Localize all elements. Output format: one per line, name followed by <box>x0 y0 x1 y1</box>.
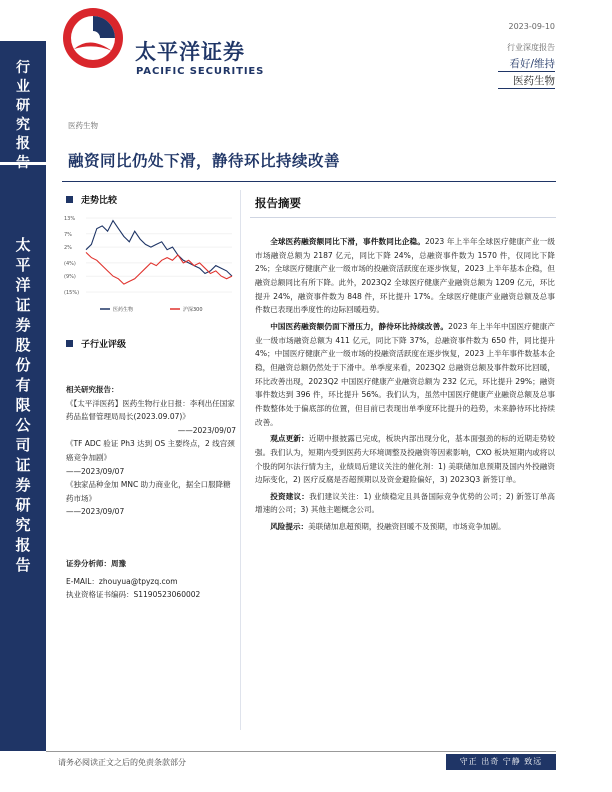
related-report-link[interactable]: 《TF ADC 验证 Ph3 达到 OS 主要终点，2 线宫颈癌竞争加剧》 <box>66 439 235 462</box>
paragraph-lead: 观点更新： <box>270 434 309 444</box>
sidebar-char: 行 <box>16 60 30 76</box>
sidebar-char: 平 <box>15 256 31 274</box>
header-divider <box>498 88 555 89</box>
sidebar-char: 告 <box>16 155 30 171</box>
paragraph <box>255 490 555 517</box>
header-divider <box>498 71 555 72</box>
sidebar-char: 洋 <box>15 276 31 294</box>
sub-rating-heading-text: 子行业评级 <box>81 340 127 350</box>
legend-label: 沪深300 <box>183 307 203 313</box>
related-reports <box>66 383 236 519</box>
paragraph-lead: 全球医药融资额同比下滑，事件数同比企稳。 <box>270 237 425 246</box>
analyst-name: 证券分析师：周豫 <box>66 559 126 568</box>
summary-divider <box>250 217 556 218</box>
sidebar-char: 司 <box>15 436 31 454</box>
paragraph-text: 近期中报披露已完成，板块内部出现分化，基本面强劲的标的近期走势较强。我们认为，短期内受到医药大环境调整及投融资等因素影响，CXO 板块短期内或将以个股的阿尔法行情为主，业绩局后建议关注的催化剂：1) 美联储加息预期及国内外投融资边际变化，2) 医疗反腐是否超预期以及资金避险偏好，3) 2023Q3 新签订单。 <box>255 434 556 485</box>
sidebar-report-type <box>0 59 46 173</box>
related-heading: 相关研究报告： <box>66 385 119 394</box>
sidebar-company-name <box>0 235 46 575</box>
paragraph-text: 美联储加息超预期，投融资回暖不及预期，市场竞争加剧。 <box>308 522 506 532</box>
legend-label: 医药生物 <box>113 307 134 313</box>
y-tick-label: 2% <box>64 245 72 252</box>
sidebar-top-block <box>0 41 46 171</box>
sidebar-char: 研 <box>16 98 30 114</box>
analyst-email[interactable]: E-MAIL：zhouyua@tpyzq.com <box>66 576 178 586</box>
sidebar-char: 证 <box>15 456 31 474</box>
paragraph <box>255 520 555 534</box>
paragraph <box>255 320 555 429</box>
sub-rating-heading <box>66 337 126 350</box>
series-line-1 <box>86 252 232 284</box>
page-title: 融资同比仍处下滑，静待环比持续改善 <box>68 151 341 170</box>
paragraph <box>255 235 555 317</box>
analyst-info <box>66 557 236 602</box>
paragraph <box>255 432 555 487</box>
y-tick-label: 13% <box>64 216 76 222</box>
y-tick-label: (15%) <box>64 290 80 296</box>
related-report-date: ——2023/09/07 <box>177 425 236 435</box>
sidebar-char: 究 <box>15 516 31 534</box>
trend-heading <box>66 193 117 206</box>
paragraph-text: 我们建议关注：1) 业绩稳定且具备国际竞争优势的公司；2) 新签订单高增速的公司；3) 其他主题概念公司。 <box>255 491 555 515</box>
left-sidebar <box>0 41 46 751</box>
column-separator <box>240 190 241 730</box>
related-report-link[interactable]: 《【太平洋医药】医药生物行业日报：李利出任国家药品监督管理局局长(2023.09.07)》 <box>66 398 235 422</box>
section-bullet-icon <box>66 196 73 203</box>
small-sector-label: 医药生物 <box>68 121 98 130</box>
footer-motto: 守正 出奇 宁静 致远 <box>446 754 556 770</box>
report-body <box>255 235 555 537</box>
related-report-date: ——2023/09/07 <box>66 466 125 476</box>
sector-label: 医药生物 <box>513 75 555 87</box>
title-divider <box>62 181 556 182</box>
report-date: 2023-09-10 <box>508 22 555 31</box>
series-line-0 <box>86 221 232 277</box>
sidebar-char: 券 <box>15 476 31 494</box>
analyst-certificate: 执业资格证书编码：S1190523060002 <box>66 590 201 600</box>
rating-badge: 看好/维持 <box>509 58 555 70</box>
sidebar-char: 研 <box>15 496 31 514</box>
brand-name-en: PACIFIC SECURITIES <box>136 66 265 77</box>
trend-heading-text: 走势比较 <box>81 196 118 206</box>
brand-name-cn: 太平洋证券 <box>135 40 245 64</box>
footer-disclaimer[interactable]: 请务必阅读正文之后的免责条款部分 <box>58 758 186 767</box>
paragraph-text: 2023 年上半年中国医疗健康产业一级市场融资总额为 411 亿元，同比下降 37%，总融资事件数为 650 件，同比提升 4%；中国医疗健康产业一级市场的投融资活跃度在逐步恢复，2023 上半年事件数基本企稳，但融资总额仍然处于下滑中。单季度来看，2023Q2 总融资总额及事件数环比回暖，环比改善出现，2023Q2 中国医疗健康产业融资总额为 232 亿元，环比提升 29%；融资事件数达到 396 件，环比提升 56%。我们认为，虽然中国医疗健康产业融资总额及总事件数整体处于偏底部的位置，但目前已表现出单季度环比提升的趋势，未来静待环比持续改善。 <box>255 321 555 427</box>
sidebar-char: 报 <box>16 136 30 152</box>
paragraph-text: 2023 年上半年全球医疗健康产业一级市场融资总额为 2187 亿元，同比下降 24%，总融资事件数为 1570 件，仅同比下降 2%；全球医疗健康产业一级市场的投融资活跃度在逐步恢复，2023 上半年基本企稳，但融资总额同比有所下降。此外，2023Q2 全球医疗健康产业融资总额为 1209 亿元，环比提升 24%，融资事件数为 848 件，环比提升 17%。全球医疗健康产业融资总额及总事件数已表现出季度性的边际回暖趋势。 <box>255 237 555 315</box>
sidebar-char: 限 <box>15 396 31 414</box>
sidebar-char: 太 <box>15 236 31 254</box>
report-type: 行业深度报告 <box>507 43 555 52</box>
sidebar-char: 公 <box>15 416 31 434</box>
section-bullet-icon <box>66 340 73 347</box>
related-report-date: ——2023/09/07 <box>66 507 125 517</box>
sidebar-char: 报 <box>15 536 31 554</box>
sidebar-char: 份 <box>15 356 31 374</box>
related-report-link[interactable]: 《独家品种金加 MNC 助力商业化，据全口服降糖药市场》 <box>66 480 231 503</box>
report-summary-heading: 报告摘要 <box>255 196 301 210</box>
footer-divider <box>46 751 556 752</box>
sidebar-char: 股 <box>15 336 31 354</box>
company-logo-icon <box>60 5 126 71</box>
paragraph-lead: 风险提示： <box>270 522 309 532</box>
sidebar-char: 告 <box>15 556 31 574</box>
sidebar-char: 业 <box>16 79 30 95</box>
trend-chart <box>62 208 238 318</box>
sidebar-char: 券 <box>15 316 31 334</box>
y-tick-label: (4%) <box>64 260 76 267</box>
y-tick-label: 7% <box>64 231 72 238</box>
sidebar-char: 有 <box>15 376 31 394</box>
paragraph-lead: 投资建议： <box>270 491 310 501</box>
sidebar-char: 证 <box>15 296 31 314</box>
paragraph-lead: 中国医药融资额仍面下滑压力，静待环比持续改善。 <box>270 321 449 331</box>
sidebar-char: 究 <box>16 117 30 133</box>
y-tick-label: (9%) <box>64 274 76 281</box>
